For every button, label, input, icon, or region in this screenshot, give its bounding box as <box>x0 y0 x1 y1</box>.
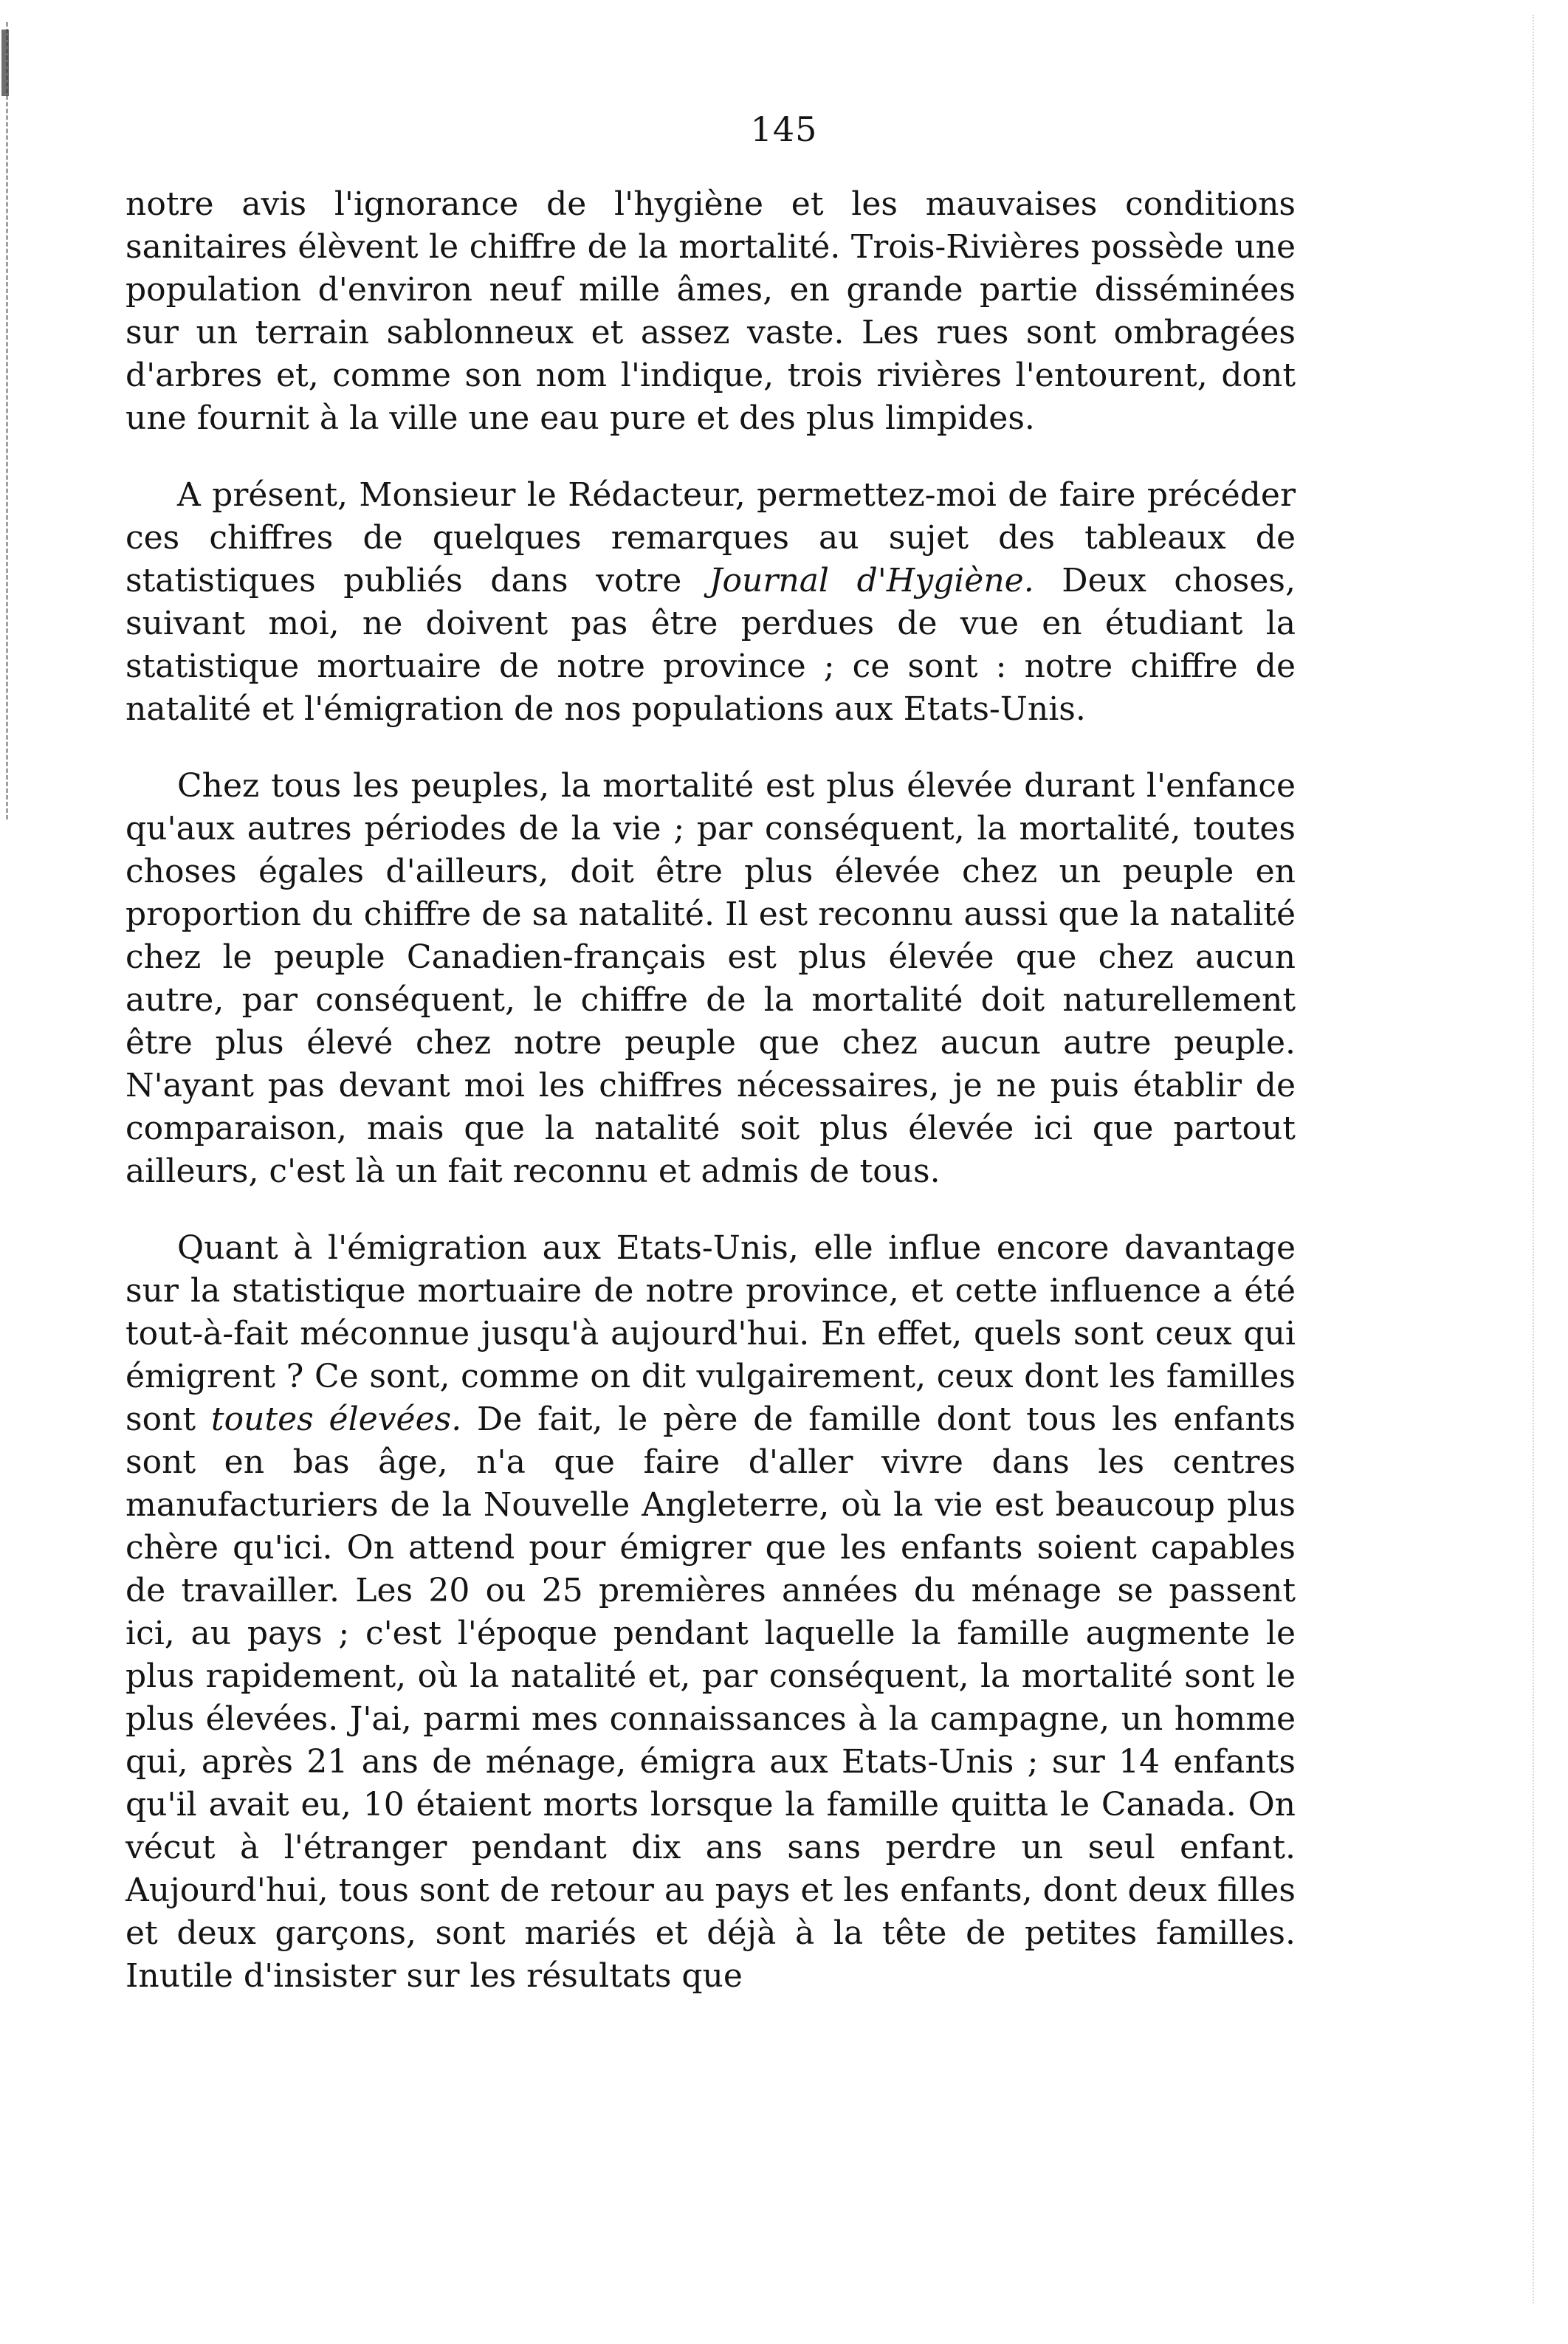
journal-title: Journal d'Hygiène. <box>709 562 1034 599</box>
scan-right-edge-specks <box>1533 15 1538 2303</box>
scan-binding-mark <box>1 30 9 96</box>
emphasis-text: toutes élevées. <box>210 1400 462 1438</box>
paragraph-text: Quant à l'émigration aux Etats-Unis, elle influe encore davantage sur la statistique mortuaire de notre province, et cette influence a été tout-à-fait méconnue jusqu'à aujourd'hui. En effet, quels sont ceux qui émigrent ? Ce sont, comme on dit vulgairement, ceux dont les familles sont <box>125 1229 1296 1438</box>
paragraph <box>125 765 1296 1193</box>
paragraph-text: Chez tous les peuples, la mortalité est plus élevée durant l'enfance qu'aux autres périodes de la vie ; par conséquent, la mortalité, toutes choses égales d'ailleurs, doit être plus élevée chez un peuple en proportion du chiffre de sa natalité. Il est reconnu aussi que la natalité chez le peuple Canadien-français est plus élevée que chez aucun autre, par conséquent, le chiffre de la mortalité doit naturellement être plus élevé chez notre peuple que chez aucun autre peuple. N'ayant pas devant moi les chiffres nécessaires, je ne puis établir de comparaison, mais que la natalité soit plus élevée ici que partout ailleurs, c'est là un fait reconnu et admis de tous. <box>125 767 1296 1190</box>
paragraph-continued <box>125 183 1296 440</box>
paragraph-text: De fait, le père de famille dont tous les enfants sont en bas âge, n'a que faire d'aller vivre dans les centres manufacturiers de la Nouvelle Angleterre, où la vie est beaucoup plus chère qu'ici. On attend pour émigrer que les enfants soient capables de travailler. Les 20 ou 25 premières années du ménage se passent ici, au pays ; c'est l'époque pendant laquelle la famille augmente le plus rapidement, où la natalité et, par conséquent, la mortalité sont le plus élevées. J'ai, parmi mes connaissances à la campagne, un homme qui, après 21 ans de ménage, émigra aux Etats-Unis ; sur 14 enfants qu'il avait eu, 10 étaient morts lorsque la famille quitta le Canada. On vécut à l'étranger pendant dix ans sans perdre un seul enfant. Aujourd'hui, tous sont de retour au pays et les enfants, dont deux filles et deux garçons, sont mariés et déjà à la tête de petites familles. Inutile d'insister sur les résultats que <box>125 1400 1296 1995</box>
paragraph <box>125 474 1296 731</box>
paragraph-text: notre avis l'ignorance de l'hygiène et les mauvaises conditions sanitaires élèvent le chiffre de la mortalité. Trois-Rivières possède une population d'environ neuf mille âmes, en grande partie disséminées sur un terrain sablonneux et assez vaste. Les rues sont ombragées d'arbres et, comme son nom l'indique, trois rivières l'entourent, dont une fournit à la ville une eau pure et des plus limpides. <box>125 185 1296 437</box>
paragraph-text: Deux choses, suivant moi, ne doivent pas être perdues de vue en étudiant la statistique mortuaire de notre province ; ce sont : notre chiffre de natalité et l'émigration de nos populations aux Etats-Unis. <box>125 562 1296 728</box>
page-number: 145 <box>750 109 818 149</box>
paragraph <box>125 1227 1296 1998</box>
body-text <box>125 183 1296 1998</box>
paragraph-text: A présent, Monsieur le Rédacteur, permettez-moi de faire précéder ces chiffres de quelques remarques au sujet des tableaux de statistiques publiés dans votre <box>125 476 1296 599</box>
